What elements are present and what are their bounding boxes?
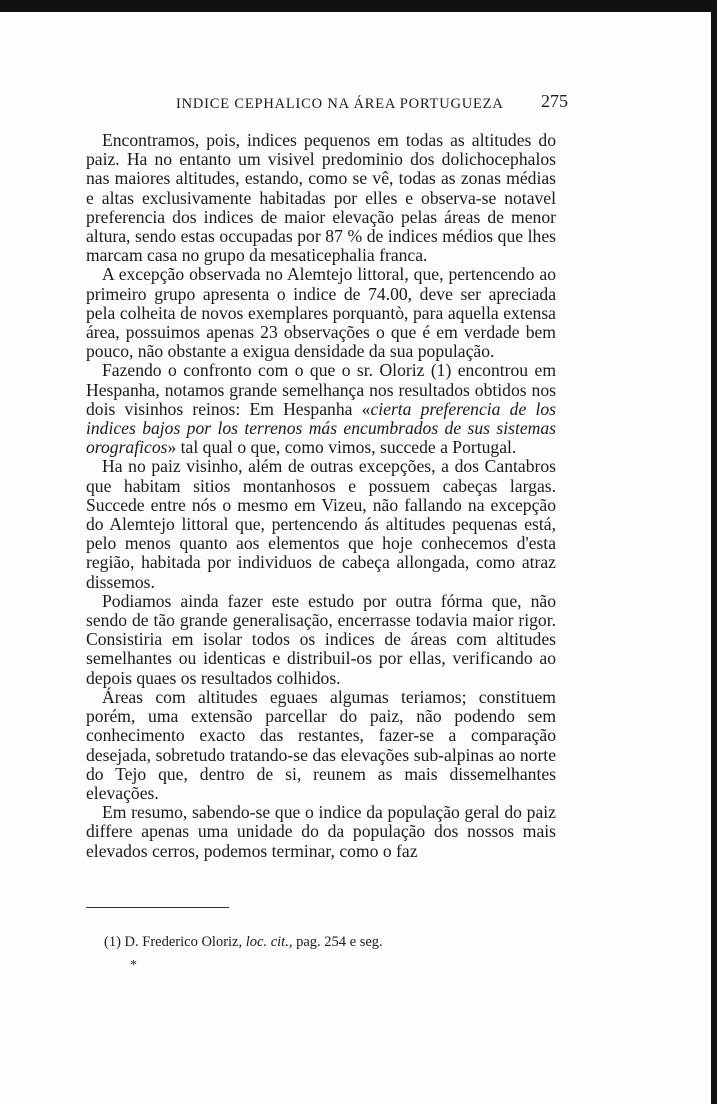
paragraph: Em resumo, sabendo-se que o indice da população geral do paiz differe apenas uma unidade do da população dos nossos mais elevados cerros, podemos terminar, como o faz [86,802,556,861]
footnote-ref: loc. cit., [245,934,293,950]
footnote [104,934,383,951]
paragraph: Ha no paiz visinho, além de outras excepções, a dos Cantabros que habitam sitios montanhosos e possuem cabeças largas. Succede entre nós o mesmo em Vizeu, não fallando na excepção do Alemtejo littoral que, pertencendo ás altitudes pequenas está, pelo menos quanto aos elementos que hoje conhecemos d'esta região, habitada por individuos de cabeça allongada, como atraz dissemos. [86,456,556,592]
footnote-author: D. Frederico Oloriz, [124,934,246,950]
paragraph: Encontramos, pois, indices pequenos em todas as altitudes do paiz. Ha no entanto um visivel predominio dos dolichocephalos nas maiores altitudes, estando, como se vê, todas as zonas médias e altas exclusivamente habitadas por elles e observa-se notavel preferencia dos indices de maior elevação pelas áreas de menor altura, sendo estas occupadas por 87 % de indices médios que lhes marcam casa no grupo da mesaticephalia franca. [86,130,556,266]
paragraph: Áreas com altitudes eguaes algumas teriamos; constituem porém, uma extensão parcellar do paiz, não podendo sem conhecimento exacto das restantes, fazer-se a comparação desejada, sobretudo tratando-se das elevações sub-alpinas ao norte do Tejo que, dentro de si, reunem as mais dissemelhantes elevações. [86,686,556,803]
asterisk-mark: * [130,958,137,973]
scan-edge-top [0,0,717,12]
spanish-quote: cierta preferencia de los indices bajos por los terrenos más encumbrados de sus sistemas orograficos [86,398,556,458]
footnote-rule [86,907,229,908]
body-text [86,131,556,861]
running-title: INDICE CEPHALICO NA ÁREA PORTUGUEZA [176,96,504,112]
footnote-mark: (1) [104,934,121,950]
paragraph: Podiamos ainda fazer este estudo por outra fórma que, não sendo de tão grande generalisação, encerrasse todavia maior rigor. Consistiria em isolar todos os indices de áreas com altitudes semelhantes ou identicas e distribuil-os por ellas, verificando ao depois quaes os resultados colhidos. [86,590,556,688]
paragraph: Fazendo o confronto com o que o sr. Oloriz (1) encontrou em Hespanha, notamos grande semelhança nos resultados obtidos nos dois visinhos reinos: Em Hespanha «cierta preferencia de los indices bajos por los terrenos más encumbrados de sus sistemas orograficos» tal qual o que, como vimos, succede a Portugal. [86,360,556,458]
paragraph: A excepção observada no Alemtejo littoral, que, pertencendo ao primeiro grupo apresenta o indice de 74.00, deve ser apreciada pela colheita de novos exemplares porquantò, para aquella extensa área, possuimos apenas 23 observações o que é em verdade bem pouco, não obstante a exigua densidade da sua população. [86,264,556,362]
scan-edge-right [711,0,717,1104]
footnote-pages: pag. 254 e seg. [292,934,383,950]
page-number: 275 [541,91,568,111]
